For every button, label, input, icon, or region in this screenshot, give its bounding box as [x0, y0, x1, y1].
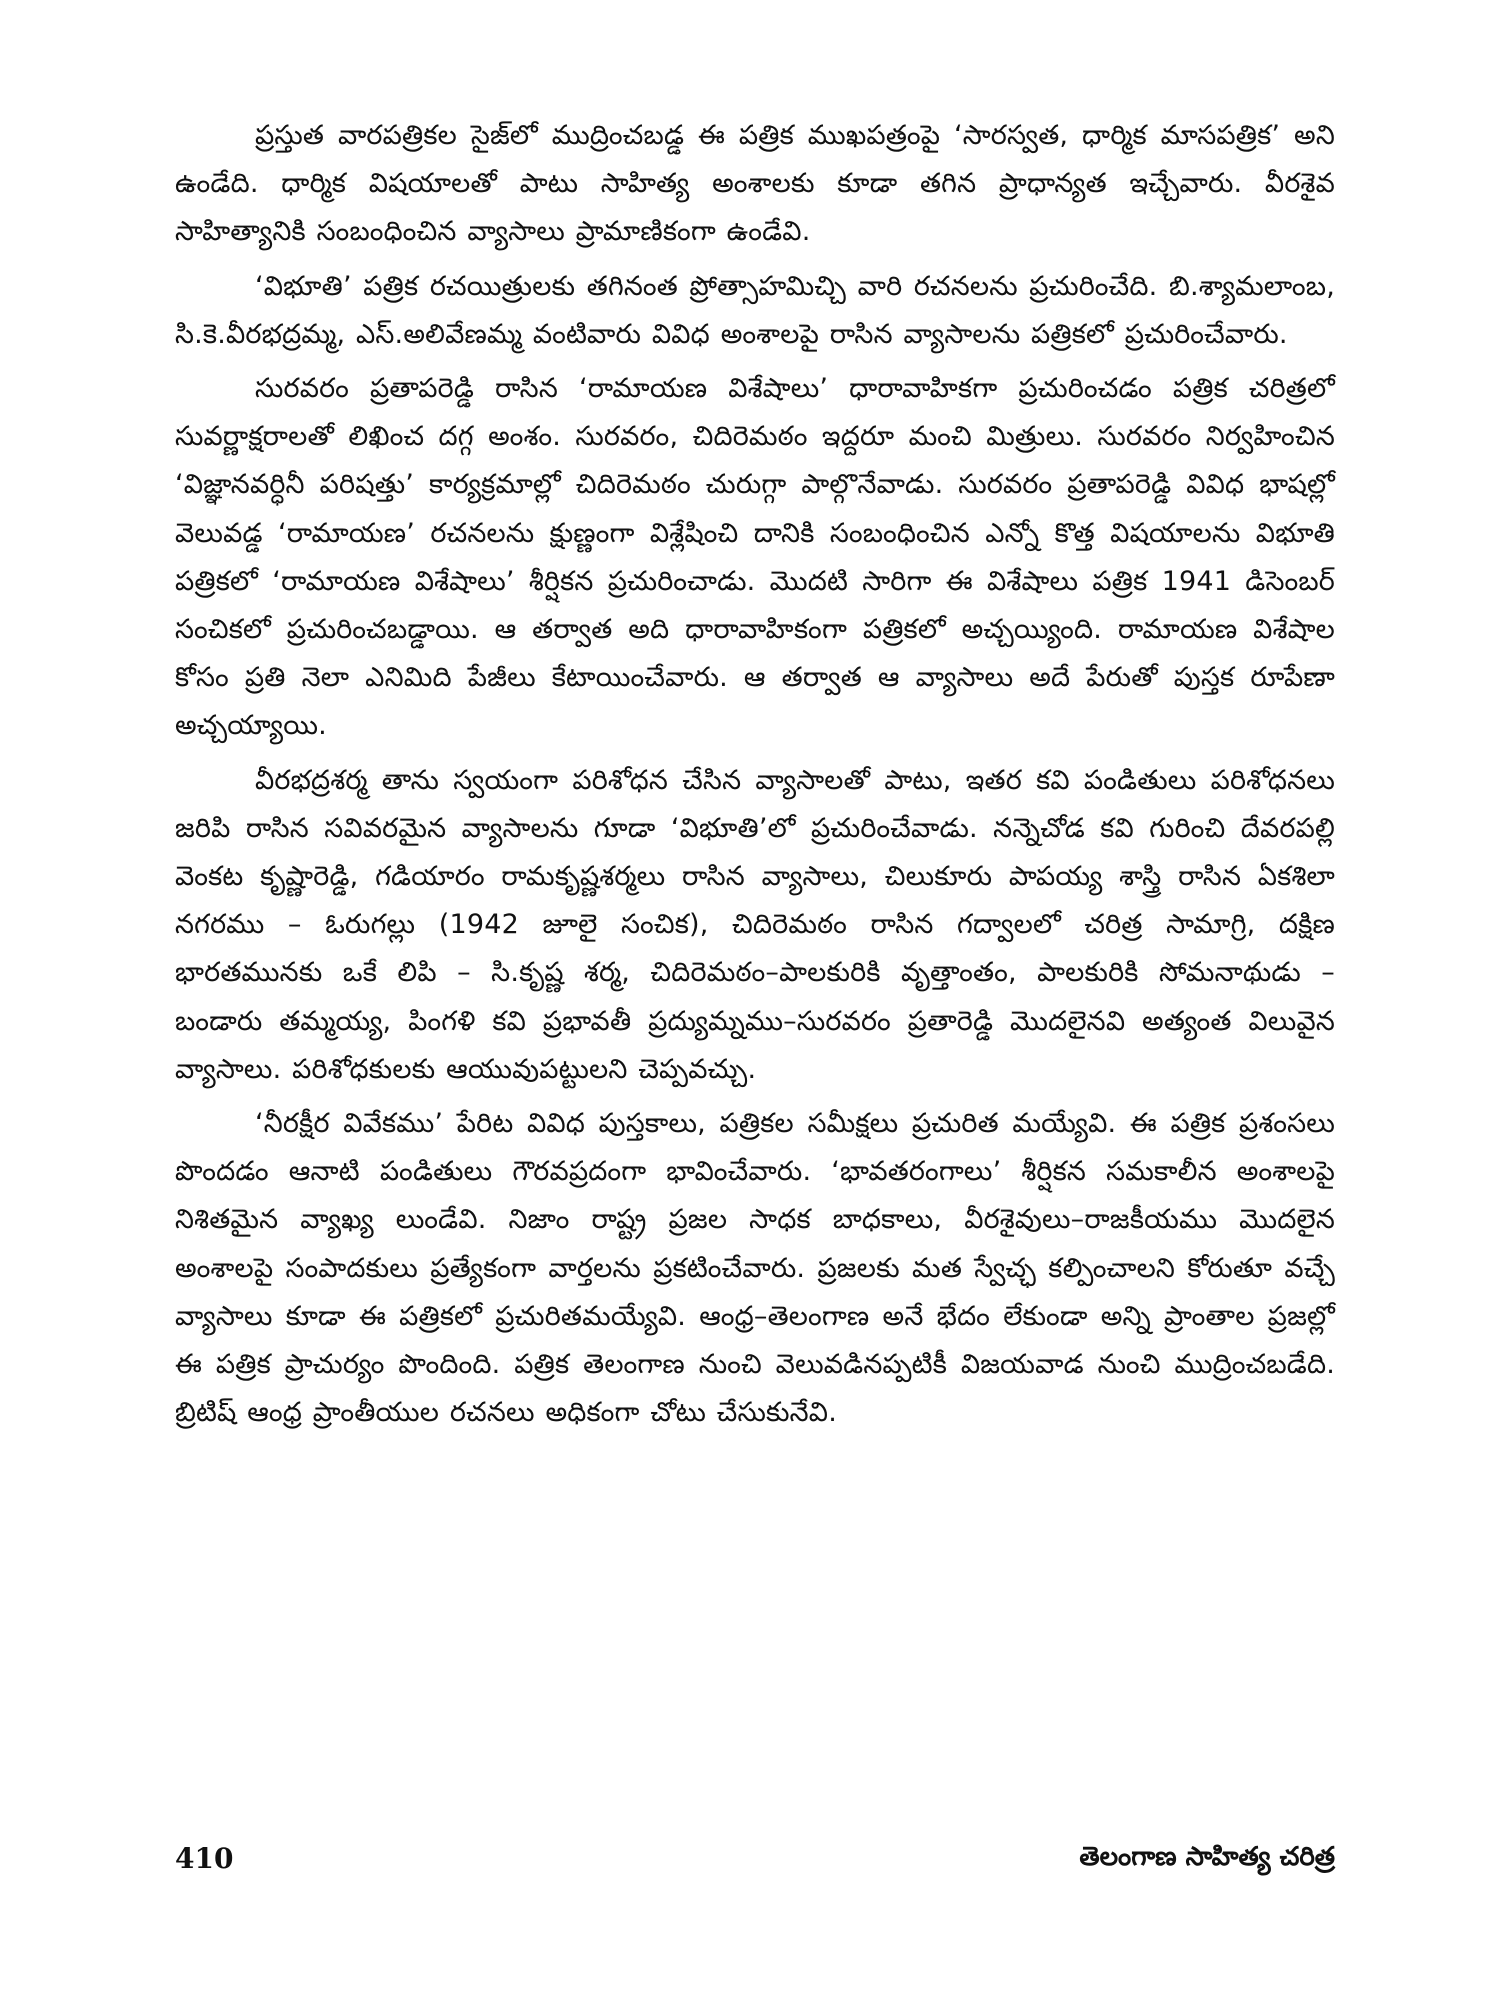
paragraph: సురవరం ప్రతాపరెడ్డి రాసిన ‘రామాయణ విశేషాలు’ ధారావాహికగా ప్రచురించడం పత్రిక చరిత్రలో సువర్ణాక్షరాలతో లిఖించ దగ్గ అంశం. సురవరం, చిదిరెమఠం ఇద్దరూ మంచి మిత్రులు. సురవరం నిర్వహించిన ‘విజ్ఞానవర్ధినీ పరిషత్తు’ కార్యక్రమాల్లో చిదిరెమఠం చురుగ్గా పాల్గొనేవాడు. సురవరం ప్రతాపరెడ్డి వివిధ భాషల్లో వెలువడ్డ ‘రామాయణ’ రచనలను క్షుణ్ణంగా విశ్లేషించి దానికి సంబంధించిన ఎన్నో కొత్త విషయాలను విభూతి పత్రికలో ‘రామాయణ విశేషాలు’ శీర్షికన ప్రచురించాడు. మొదటి సారిగా ఈ విశేషాలు పత్రిక 1941 డిసెంబర్ సంచికలో ప్రచురించబడ్డాయి. ఆ తర్వాత అది ధారావాహికంగా పత్రికలో అచ్చయ్యింది. రామాయణ విశేషాల కోసం ప్రతి నెలా ఎనిమిది పేజీలు కేటాయించేవారు. ఆ తర్వాత ఆ వ్యాసాలు అదే పేరుతో పుస్తక రూపేణా అచ్చయ్యాయి. — [175, 373, 1335, 742]
paragraph: వీరభద్రశర్మ తాను స్వయంగా పరిశోధన చేసిన వ్యాసాలతో పాటు, ఇతర కవి పండితులు పరిశోధనలు జరిపి రాసిన సవివరమైన వ్యాసాలను గూడా ‘విభూతి’లో ప్రచురించేవాడు. నన్నెచోడ కవి గురించి దేవరపల్లి వెంకట కృష్ణారెడ్డి, గడియారం రామకృష్ణశర్మలు రాసిన వ్యాసాలు, చిలుకూరు పాపయ్య శాస్త్రి రాసిన ఏకశిలా నగరము – ఓరుగల్లు (1942 జూలై సంచిక), చిదిరెమఠం రాసిన గద్వాలలో చరిత్ర సామాగ్రి, దక్షిణ భారతమునకు ఒకే లిపి – సి.కృష్ణ శర్మ, చిదిరెమఠం–పాలకురికి వృత్తాంతం, పాలకురికి సోమనాథుడు – బండారు తమ్మయ్య, పింగళి కవి ప్రభావతీ ప్రద్యుమ్నము–సురవరం ప్రతారెడ్డి మొదలైనవి అత్యంత విలువైన వ్యాసాలు. పరిశోధకులకు ఆయువుపట్టులని చెప్పవచ్చు. — [175, 764, 1335, 1085]
page-number: 410 — [175, 1842, 234, 1875]
body-text — [175, 112, 1335, 1443]
page-footer — [175, 1842, 1335, 1882]
running-title: తెలంగాణ సాహిత్య చరిత్ర — [1079, 1842, 1335, 1872]
paragraph: ‘విభూతి’ పత్రిక రచయిత్రులకు తగినంత ప్రోత్సాహమిచ్చి వారి రచనలను ప్రచురించేది. బి.శ్యామలాంబ, సి.కె.వీరభద్రమ్మ, ఎస్.అలివేణమ్మ వంటివారు వివిధ అంశాలపై రాసిన వ్యాసాలను పత్రికలో ప్రచురించేవారు. — [175, 270, 1335, 350]
paragraph: ‘నీరక్షీర వివేకము’ పేరిట వివిధ పుస్తకాలు, పత్రికల సమీక్షలు ప్రచురిత మయ్యేవి. ఈ పత్రిక ప్రశంసలు పొందడం ఆనాటి పండితులు గౌరవప్రదంగా భావించేవారు. ‘భావతరంగాలు’ శీర్షికన సమకాలీన అంశాలపై నిశితమైన వ్యాఖ్య లుండేవి. నిజాం రాష్ట్ర ప్రజల సాధక బాధకాలు, వీరశైవులు–రాజకీయము మొదలైన అంశాలపై సంపాదకులు ప్రత్యేకంగా వార్తలను ప్రకటించేవారు. ప్రజలకు మత స్వేచ్ఛ కల్పించాలని కోరుతూ వచ్చే వ్యాసాలు కూడా ఈ పత్రికలో ప్రచురితమయ్యేవి. ఆంధ్ర–తెలంగాణ అనే భేదం లేకుండా అన్ని ప్రాంతాల ప్రజల్లో ఈ పత్రిక ప్రాచుర్యం పొందింది. పత్రిక తెలంగాణ నుంచి వెలువడినప్పటికీ విజయవాడ నుంచి ముద్రించబడేది. బ్రిటిష్ ఆంధ్ర ప్రాంతీయుల రచనలు అధికంగా చోటు చేసుకునేవి. — [175, 1108, 1335, 1429]
paragraph: ప్రస్తుత వారపత్రికల సైజ్‌లో ముద్రించబడ్డ ఈ పత్రిక ముఖపత్రంపై ‘సారస్వత, ధార్మిక మాసపత్రిక’ అని ఉండేది. ధార్మిక విషయాలతో పాటు సాహిత్య అంశాలకు కూడా తగిన ప్రాధాన్యత ఇచ్చేవారు. వీరశైవ సాహిత్యానికి సంబంధించిన వ్యాసాలు ప్రామాణికంగా ఉండేవి. — [175, 120, 1335, 248]
